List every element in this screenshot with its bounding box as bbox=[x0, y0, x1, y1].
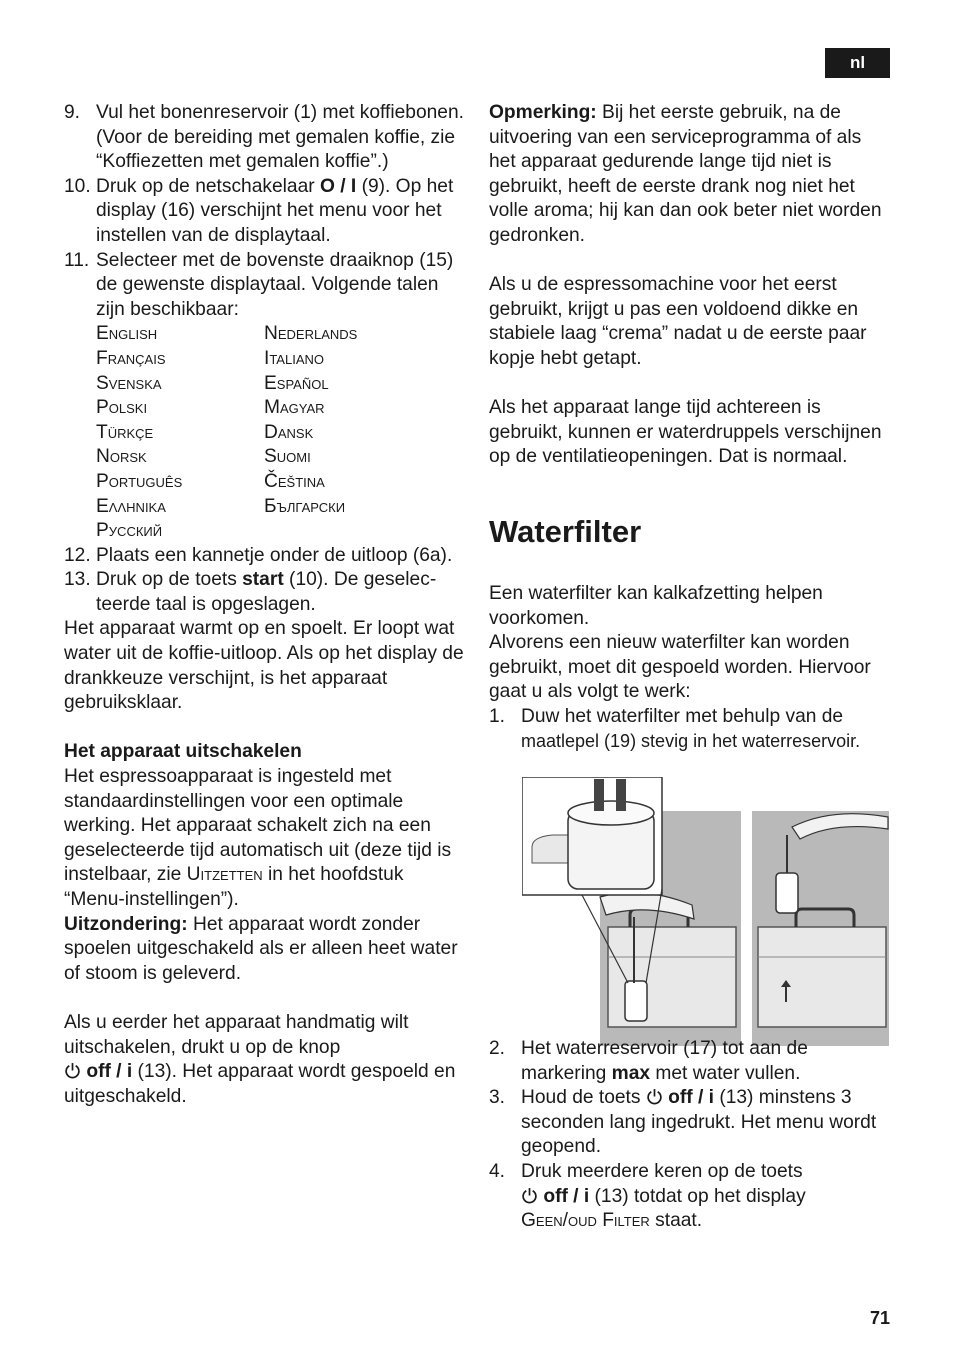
step-number: 11. bbox=[64, 249, 90, 271]
step-9 bbox=[64, 101, 464, 175]
drops-paragraph: Als het apparaat lange tijd achtereen is gebruikt, kunnen er waterdruppels verschijnen op de ventilatieopeningen. Dat is normaal. bbox=[489, 397, 882, 468]
manual-off-paragraph: Als u eerder het apparaat handmatig wilt uitschakelen, drukt u op de knop off / i (13). Het apparaat wordt gespoeld en uitgeschakeld. bbox=[64, 1011, 456, 1107]
subheading-switch-off: Het apparaat uitschakelen bbox=[64, 741, 302, 763]
start-key-label: start bbox=[242, 569, 284, 591]
step-text: (10). De geselecteerde taal is opgeslagen. bbox=[96, 569, 437, 615]
step-number: 12. bbox=[64, 544, 91, 566]
language-item: Nederlands bbox=[264, 323, 358, 345]
step-number: 13. bbox=[64, 569, 91, 591]
step-text: met water vullen. bbox=[650, 1062, 801, 1084]
step-number: 4. bbox=[489, 1161, 506, 1183]
waterfilter-illustration bbox=[522, 777, 890, 1017]
language-item: Русский bbox=[96, 520, 163, 542]
language-item: Български bbox=[264, 495, 346, 517]
left-column bbox=[64, 101, 464, 1109]
note-label: Opmerking: bbox=[489, 102, 597, 123]
step-number: 10. bbox=[64, 175, 91, 197]
step-text: Plaats een kannetje onder de uitloop (6a). bbox=[96, 544, 453, 566]
right-column bbox=[489, 101, 889, 1234]
step-text: (9). Op het display (16) verschijnt het menu voor het instellen van de displaytaal. bbox=[96, 175, 454, 246]
step-10 bbox=[64, 175, 464, 249]
step-text: Houd de toets bbox=[521, 1087, 646, 1109]
step-text: Duw het waterfilter met behulp van de bbox=[521, 705, 844, 727]
step-text: Het waterreservoir (17) tot aan de markering bbox=[521, 1038, 808, 1084]
power-button-icon bbox=[646, 1087, 663, 1108]
off-key-label: off / i bbox=[86, 1061, 133, 1083]
exception-paragraph: Uitzondering: Het apparaat wordt zonder spoelen uitgeschakeld als er alleen heet water of stoom is geleverd. bbox=[64, 913, 458, 984]
exception-label: Uitzondering: bbox=[64, 913, 188, 935]
step-12 bbox=[64, 544, 464, 569]
step-number: 1. bbox=[489, 705, 506, 727]
language-item: Polski bbox=[96, 397, 148, 419]
max-marking-label: max bbox=[611, 1062, 651, 1084]
waterfilter-intro-2: Alvorens een nieuw waterfilter kan worden gebruikt, moet dit gespoeld worden. Hiervoor gaat u als volgt te werk: bbox=[489, 632, 871, 703]
language-item: Français bbox=[96, 347, 166, 369]
language-item: Türkçe bbox=[96, 421, 154, 443]
step-11 bbox=[64, 249, 464, 544]
language-item: English bbox=[96, 323, 158, 345]
waterfilter-drawing bbox=[522, 777, 890, 1047]
crema-paragraph: Als u de espressomachine voor het eerst gebruikt, krijgt u pas een voldoend dikke en stabiele laag “crema” nadat u de eerste paar kopje hebt getapt. bbox=[489, 274, 867, 369]
language-item: Magyar bbox=[264, 397, 325, 419]
step-text: Vul het bonenreservoir (1) met koffiebonen. (Voor de bereiding met gemalen koffie, zie “Koffiezetten met gemalen koffie”.) bbox=[96, 102, 464, 173]
power-button-icon bbox=[64, 1061, 81, 1082]
language-item: Suomi bbox=[264, 446, 311, 468]
waterfilter-intro-1: Een waterfilter kan kalkafzetting helpen voorkomen. bbox=[489, 582, 823, 629]
display-text-filter: Geen/oud Filter bbox=[521, 1210, 650, 1232]
step-text: Druk op de netschakelaar bbox=[96, 175, 320, 197]
language-item: Norsk bbox=[96, 446, 147, 468]
step-text: (13) minstens 3 seconden lang ingedrukt. Het menu wordt geopend. bbox=[521, 1087, 877, 1158]
off-key-label: off / i bbox=[668, 1087, 714, 1109]
power-button-icon bbox=[521, 1186, 538, 1207]
step-text: Druk op de toets bbox=[96, 569, 243, 591]
step-text: maatlepel (19) stevig in het waterreservoir. bbox=[521, 731, 861, 752]
auto-off-paragraph: Het espressoapparaat is ingesteld met standaardinstellingen voor een optimale werking. Het apparaat schakelt zich na een geselecteerde tijd automatisch uit (deze tijd is instelbaar, zie Uitzetten in het hoofdstuk “Menu-instellingen”). bbox=[64, 766, 452, 910]
menu-term-uitzetten: Uitzetten bbox=[186, 864, 263, 886]
step-text: (13) totdat op het display bbox=[589, 1185, 806, 1207]
language-item: Svenska bbox=[96, 372, 162, 394]
step-number: 9. bbox=[64, 102, 81, 123]
page-number: 71 bbox=[869, 1308, 890, 1328]
language-list bbox=[96, 322, 464, 543]
step-text: Druk meerdere keren op de toets bbox=[521, 1161, 803, 1183]
step-number: 2. bbox=[489, 1038, 506, 1060]
off-key-label: off / i bbox=[543, 1185, 590, 1207]
language-item: Italiano bbox=[264, 347, 324, 369]
step-text: Selecteer met de bovenste draaiknop (15) de gewenste displaytaal. Volgende talen zijn beschikbaar: bbox=[96, 249, 454, 320]
step-number: 3. bbox=[489, 1087, 506, 1109]
filter-step-1 bbox=[489, 705, 889, 755]
language-item: Español bbox=[264, 372, 329, 394]
note-paragraph: Opmerking: Bij het eerste gebruik, na de uitvoering van een serviceprogramma of als het apparaat gedurende lange tijd niet is gebruikt, heeft de eerste drank nog niet het volle aroma; hij kan dan ook beter niet worden gedronken. bbox=[489, 102, 882, 246]
filter-step-4 bbox=[489, 1160, 889, 1234]
language-item: Ελληνικα bbox=[96, 495, 166, 517]
power-switch-symbol: O / I bbox=[319, 175, 357, 197]
warmup-paragraph: Het apparaat warmt op en spoelt. Er loopt wat water uit de koffie-uitloop. Als op het display de drankkeuze verschijnt, is het apparaat gebruiksklaar. bbox=[64, 618, 464, 714]
language-tab: nl bbox=[825, 48, 890, 78]
filter-step-2 bbox=[489, 1037, 889, 1086]
language-item: Čeština bbox=[264, 470, 325, 492]
step-13 bbox=[64, 568, 464, 617]
step-text: staat. bbox=[649, 1210, 703, 1232]
filter-step-3 bbox=[489, 1086, 889, 1160]
section-heading-waterfilter: Waterfilter bbox=[489, 513, 642, 549]
language-item: Dansk bbox=[264, 421, 314, 443]
language-item: Português bbox=[96, 470, 183, 492]
